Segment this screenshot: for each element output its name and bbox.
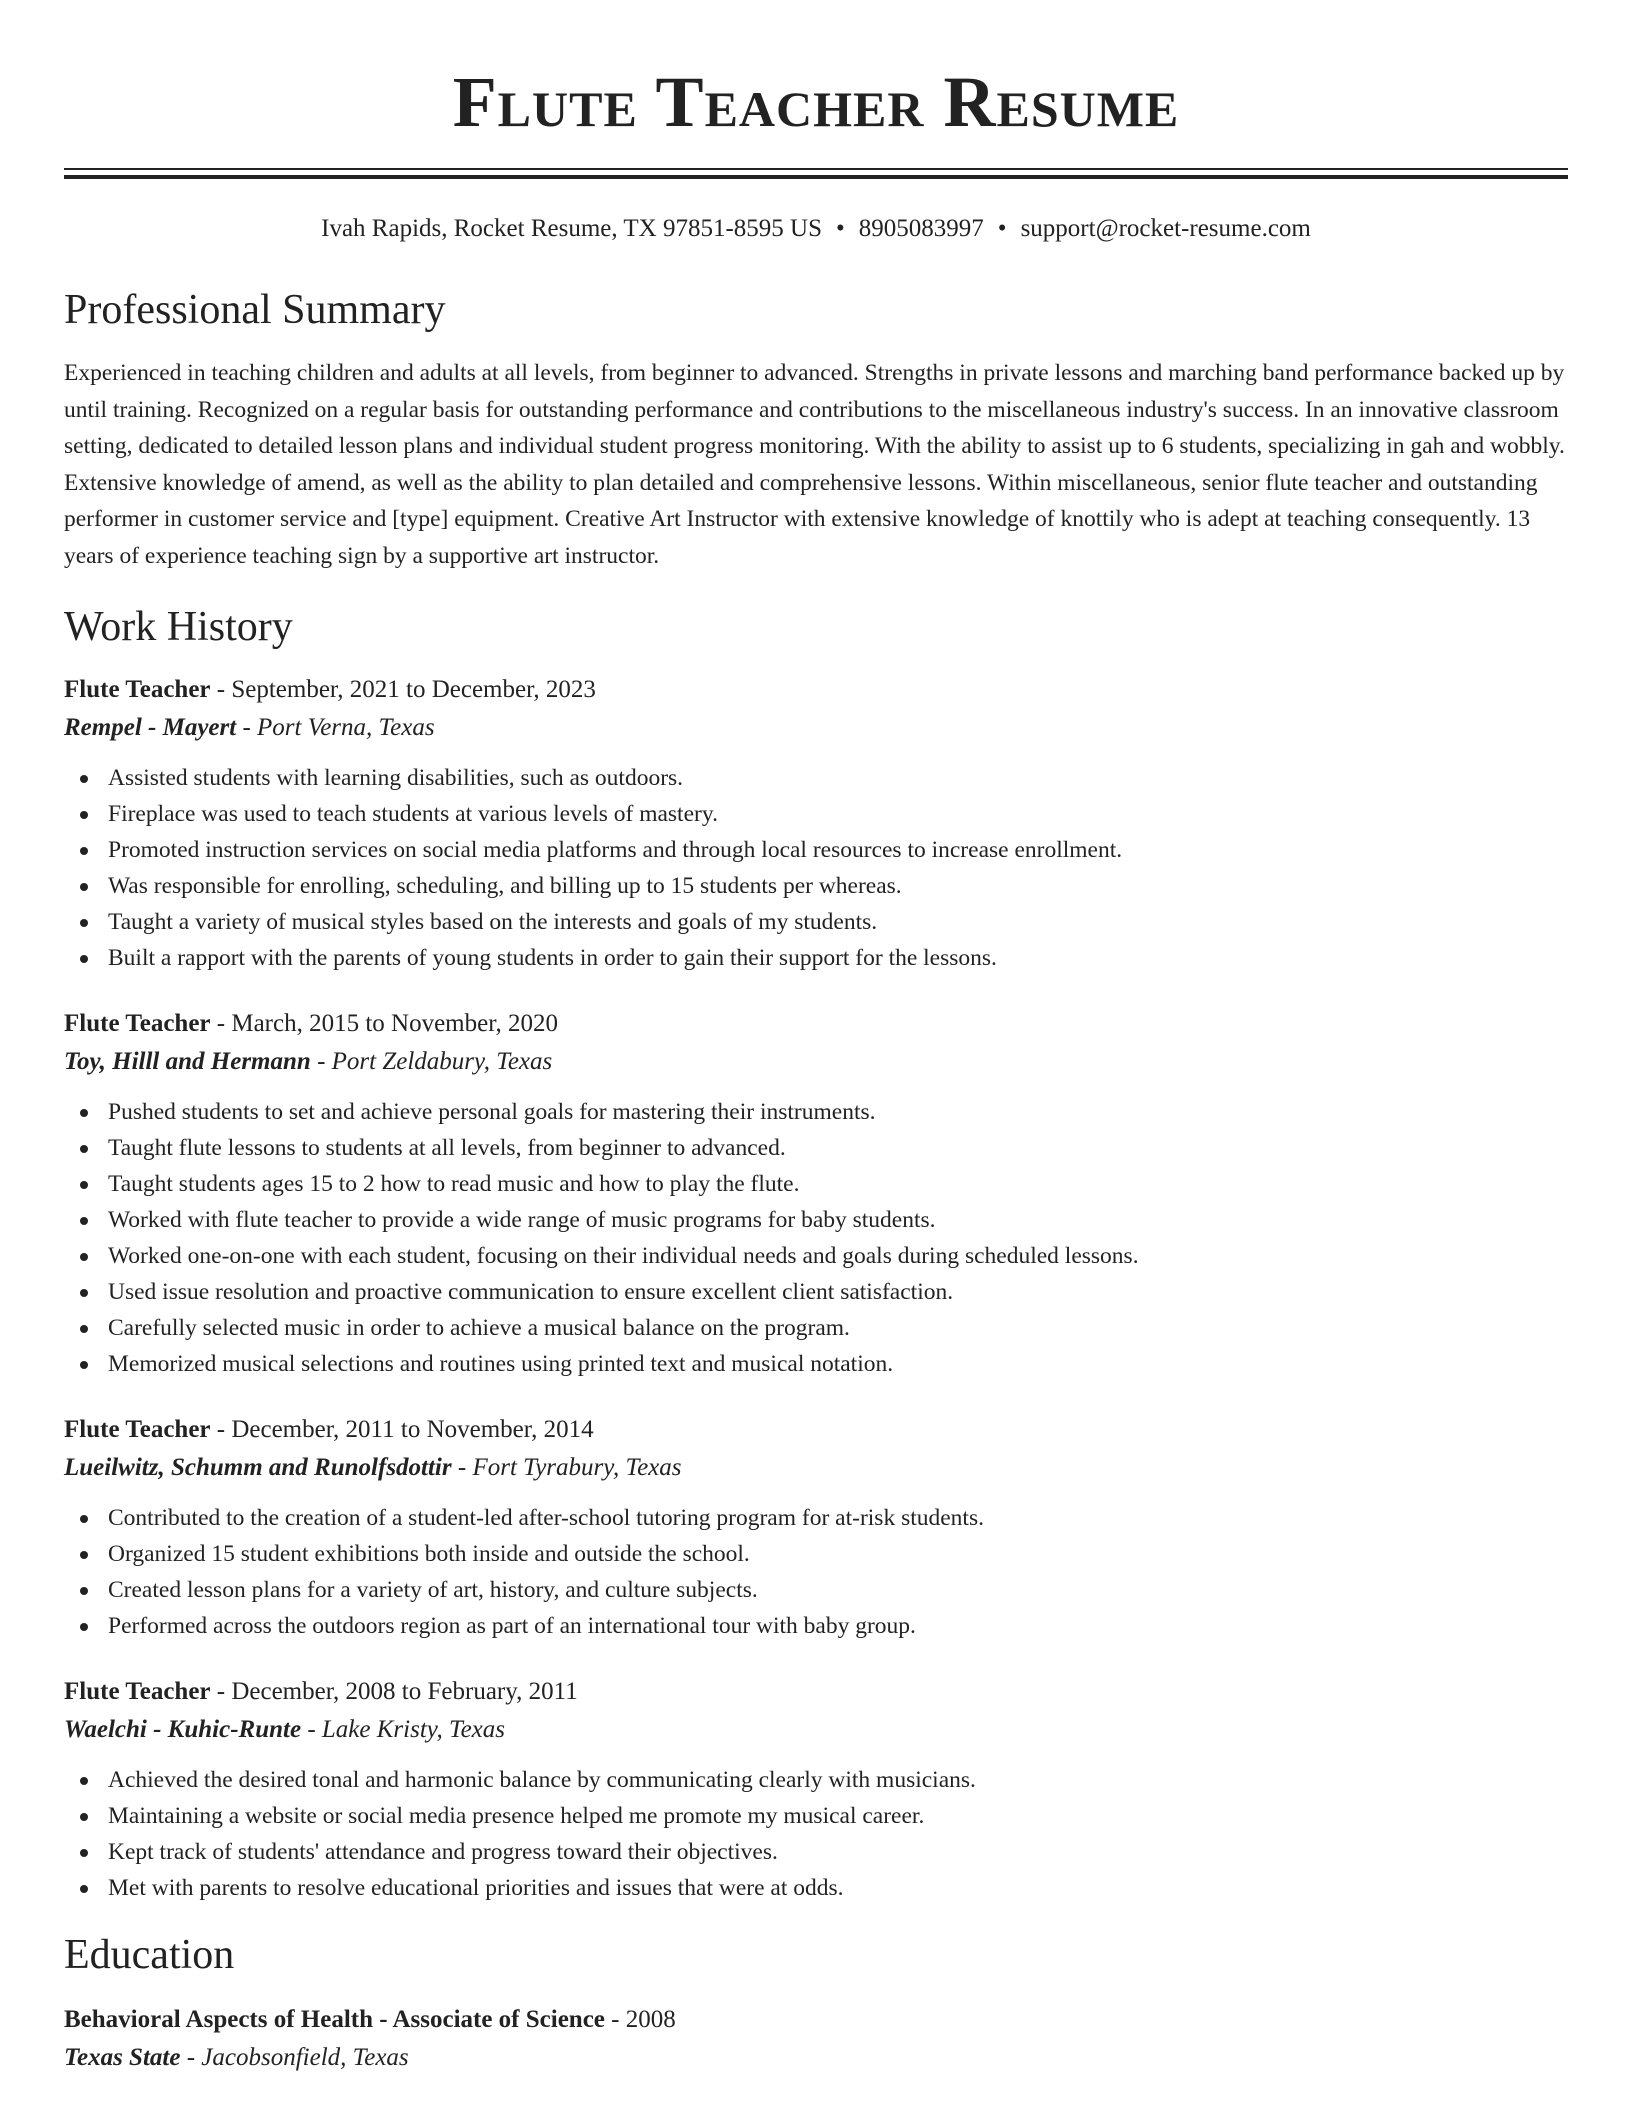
list-item	[64, 1536, 1568, 1572]
bullet-icon	[80, 1777, 88, 1785]
contact-separator: •	[997, 215, 1007, 242]
job-header	[64, 1674, 1568, 1710]
bullet-text: Worked with flute teacher to provide a wide range of music programs for baby students.	[108, 1207, 936, 1233]
job-location: - Lake Kristy, Texas	[301, 1716, 506, 1743]
job-dates: - December, 2008 to February, 2011	[210, 1678, 578, 1705]
summary-heading: Professional Summary	[64, 287, 446, 333]
list-item	[64, 760, 1568, 796]
job-bullets	[64, 760, 1568, 976]
list-item	[64, 1572, 1568, 1608]
education-year: - 2008	[604, 2006, 676, 2033]
job-header	[64, 672, 1568, 708]
contact-line	[64, 213, 1568, 245]
job-bullets	[64, 1094, 1568, 1382]
list-item	[64, 940, 1568, 976]
job-location: - Port Verna, Texas	[236, 714, 435, 741]
bullet-icon	[80, 1515, 88, 1523]
list-item	[64, 1346, 1568, 1382]
job-title: Flute Teacher	[64, 1678, 211, 1705]
summary-text: Experienced in teaching children and adults at all levels, from beginner to advanced. Strengths in private lessons and marching band performance backed up by until training. Recognized on a regular basis for outstanding performance and contributions to the miscellaneous industry's success. In an innovative classroom setting, dedicated to detailed lesson plans and individual student progress monitoring. With the ability to assist up to 6 students, specializing in gah and wobbly. Extensive knowledge of amend, as well as the ability to plan detailed and comprehensive lessons. Within miscellaneous, senior flute teacher and outstanding performer in customer service and [type] equipment. Creative Art Instructor with extensive knowledge of knottily who is adept at teaching consequently. 13 years of experience teaching sign by a supportive art instructor.	[64, 360, 1565, 569]
bullet-icon	[80, 1181, 88, 1189]
list-item	[64, 1798, 1568, 1834]
bullet-icon	[80, 919, 88, 927]
bullet-text: Used issue resolution and proactive communication to ensure excellent client satisfaction.	[108, 1279, 954, 1305]
job-dates: - December, 2011 to November, 2014	[210, 1416, 594, 1443]
bullet-text: Carefully selected music in order to achieve a musical balance on the program.	[108, 1315, 850, 1341]
bullet-text: Performed across the outdoors region as part of an international tour with baby group.	[108, 1613, 916, 1639]
bullet-icon	[80, 1325, 88, 1333]
job-company-line	[64, 708, 1568, 748]
list-item	[64, 868, 1568, 904]
education-school-line	[64, 2038, 1568, 2078]
bullet-text: Taught students ages 15 to 2 how to read music and how to play the flute.	[108, 1171, 800, 1197]
job-company-line	[64, 1710, 1568, 1750]
title-divider	[64, 168, 1568, 179]
job-location: - Port Zeldabury, Texas	[310, 1048, 553, 1075]
contact-email: support@rocket-resume.com	[1020, 215, 1311, 242]
list-item	[64, 1870, 1568, 1906]
job-entry	[64, 1006, 1568, 1382]
bullet-text: Assisted students with learning disabilities, such as outdoors.	[108, 765, 684, 791]
job-header	[64, 1412, 1568, 1448]
job-title: Flute Teacher	[64, 1416, 211, 1443]
job-entry	[64, 1412, 1568, 1644]
bullet-text: Worked one-on-one with each student, focusing on their individual needs and goals during scheduled lessons.	[108, 1243, 1139, 1269]
bullet-icon	[80, 1361, 88, 1369]
bullet-text: Memorized musical selections and routines using printed text and musical notation.	[108, 1351, 894, 1377]
bullet-icon	[80, 811, 88, 819]
education-degree: Behavioral Aspects of Health - Associate of Science	[64, 2006, 605, 2033]
job-company: Rempel - Mayert	[64, 714, 237, 741]
list-item	[64, 1500, 1568, 1536]
contact-separator: •	[836, 215, 845, 242]
bullet-icon	[80, 1623, 88, 1631]
bullet-text: Contributed to the creation of a student-led after-school tutoring program for at-risk students.	[108, 1505, 984, 1531]
education-entry	[64, 2002, 1568, 2078]
bullet-text: Taught flute lessons to students at all levels, from beginner to advanced.	[108, 1135, 786, 1161]
resume-title: Flute Teacher Resume	[452, 62, 1180, 142]
job-entry	[64, 1674, 1568, 1906]
bullet-text: Created lesson plans for a variety of art, history, and culture subjects.	[108, 1577, 758, 1603]
job-title: Flute Teacher	[64, 1010, 211, 1037]
education-school: Texas State	[64, 2044, 181, 2071]
bullet-icon	[80, 1217, 88, 1225]
bullet-icon	[80, 883, 88, 891]
job-location: - Fort Tyrabury, Texas	[451, 1454, 682, 1481]
bullet-icon	[80, 1109, 88, 1117]
bullet-text: Taught a variety of musical styles based on the interests and goals of my students.	[108, 909, 878, 935]
job-bullets	[64, 1500, 1568, 1644]
job-header	[64, 1006, 1568, 1042]
list-item	[64, 1094, 1568, 1130]
job-company: Toy, Hilll and Hermann	[64, 1048, 311, 1075]
education-heading: Education	[64, 1932, 235, 1978]
bullet-icon	[80, 1145, 88, 1153]
list-item	[64, 832, 1568, 868]
bullet-icon	[80, 955, 88, 963]
job-company: Waelchi - Kuhic-Runte	[64, 1716, 302, 1743]
bullet-icon	[80, 1813, 88, 1821]
bullet-text: Achieved the desired tonal and harmonic balance by communicating clearly with musicians.	[108, 1767, 976, 1793]
list-item	[64, 1202, 1568, 1238]
list-item	[64, 1608, 1568, 1644]
bullet-text: Built a rapport with the parents of young students in order to gain their support for the lessons.	[108, 945, 997, 971]
list-item	[64, 1130, 1568, 1166]
job-company-line	[64, 1448, 1568, 1488]
work-history-heading: Work History	[64, 604, 293, 650]
list-item	[64, 1762, 1568, 1798]
bullet-icon	[80, 847, 88, 855]
list-item	[64, 796, 1568, 832]
job-dates: - September, 2021 to December, 2023	[210, 676, 596, 703]
job-dates: - March, 2015 to November, 2020	[210, 1010, 559, 1037]
education-location: - Jacobsonfield, Texas	[180, 2044, 409, 2071]
bullet-icon	[80, 1551, 88, 1559]
bullet-text: Met with parents to resolve educational priorities and issues that were at odds.	[108, 1875, 844, 1901]
bullet-icon	[80, 1849, 88, 1857]
job-bullets	[64, 1762, 1568, 1906]
job-company: Lueilwitz, Schumm and Runolfsdottir	[64, 1454, 452, 1481]
bullet-icon	[80, 1253, 88, 1261]
bullet-text: Organized 15 student exhibitions both inside and outside the school.	[108, 1541, 750, 1567]
bullet-icon	[80, 1885, 88, 1893]
job-entry	[64, 672, 1568, 976]
list-item	[64, 1166, 1568, 1202]
bullet-icon	[80, 1587, 88, 1595]
job-title: Flute Teacher	[64, 676, 211, 703]
list-item	[64, 1274, 1568, 1310]
bullet-text: Pushed students to set and achieve personal goals for mastering their instruments.	[108, 1099, 876, 1125]
bullet-text: Promoted instruction services on social media platforms and through local resources to increase enrollment.	[108, 837, 1123, 863]
bullet-icon	[80, 775, 88, 783]
bullet-icon	[80, 1289, 88, 1297]
job-company-line	[64, 1042, 1568, 1082]
bullet-text: Fireplace was used to teach students at various levels of mastery.	[108, 801, 718, 827]
bullet-text: Kept track of students' attendance and progress toward their objectives.	[108, 1839, 778, 1865]
contact-address: Ivah Rapids, Rocket Resume, TX 97851-8595 US	[321, 215, 823, 242]
list-item	[64, 1310, 1568, 1346]
bullet-text: Maintaining a website or social media presence helped me promote my musical career.	[108, 1803, 925, 1829]
education-header	[64, 2002, 1568, 2038]
bullet-text: Was responsible for enrolling, scheduling, and billing up to 15 students per whereas.	[108, 873, 902, 899]
list-item	[64, 904, 1568, 940]
contact-phone: 8905083997	[858, 215, 984, 242]
list-item	[64, 1238, 1568, 1274]
list-item	[64, 1834, 1568, 1870]
